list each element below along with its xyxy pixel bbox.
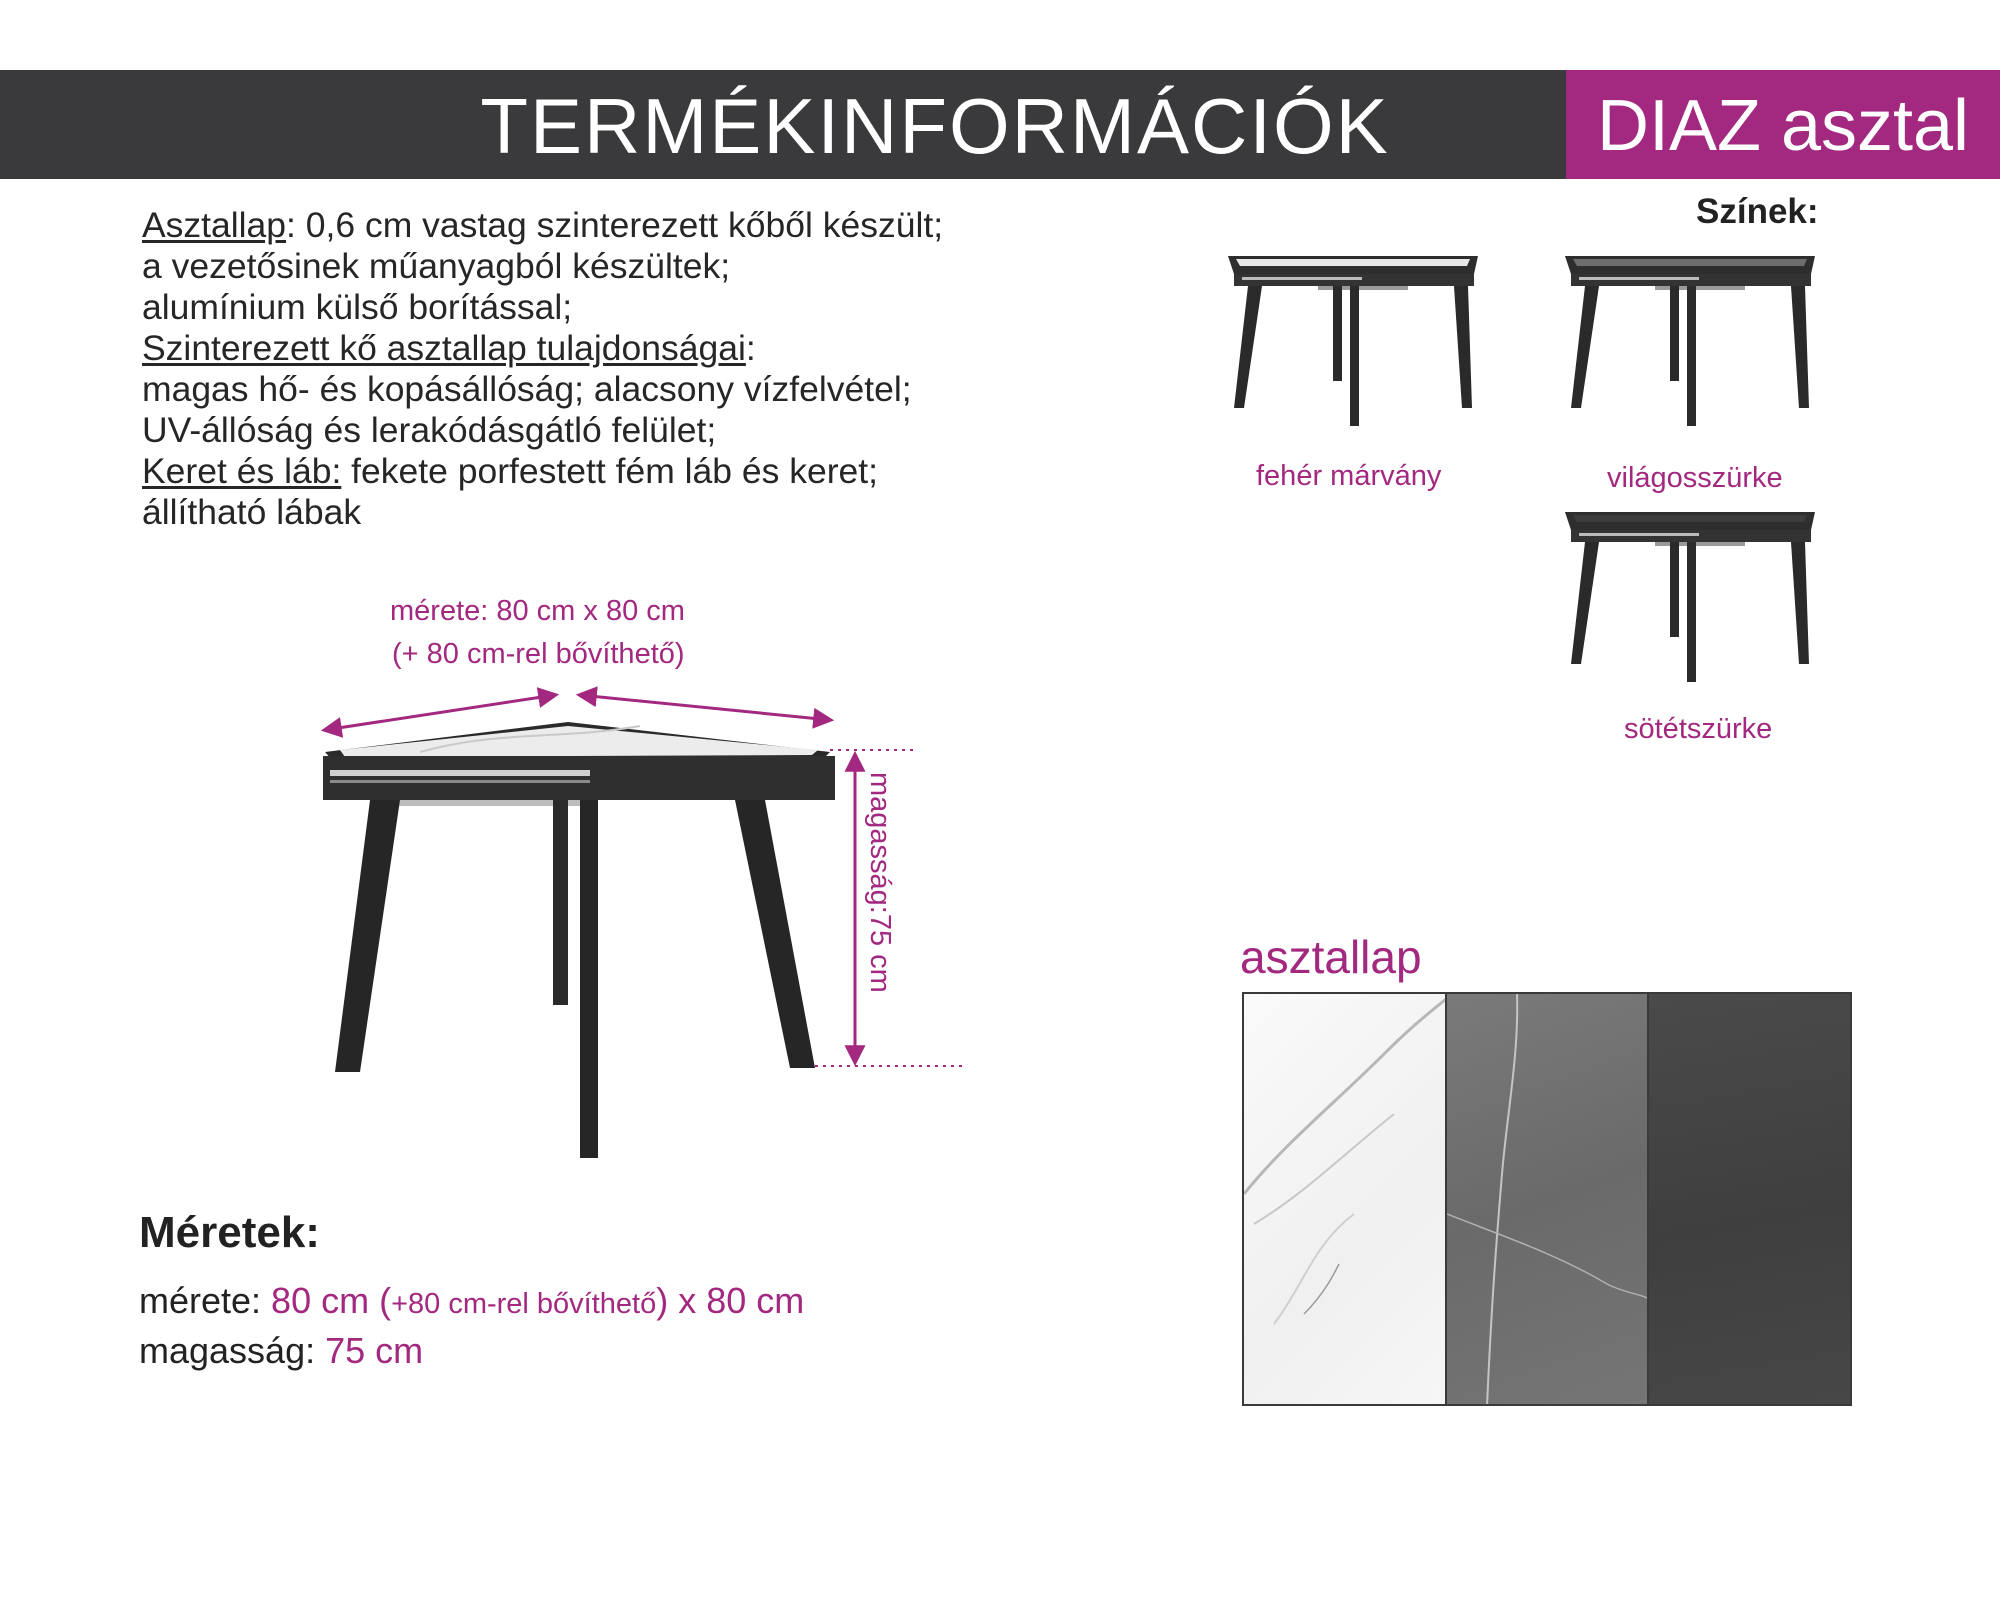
dimensions-heading: Méretek: (139, 1208, 320, 1257)
color-label-dark-grey: sötétszürke (1624, 713, 1773, 745)
color-label-white-marble: fehér márvány (1256, 460, 1442, 492)
leg-front-left (335, 800, 400, 1072)
desc-line-8: állítható lábak (142, 492, 362, 532)
tabletop-label: Asztallap (142, 205, 287, 245)
properties-label: Szinterezett kő asztallap tulajdonságai (142, 328, 746, 368)
leg-back-right (580, 800, 598, 1158)
frame-text: fekete porfestett fém láb és keret; (341, 451, 879, 491)
size-extension: +80 cm-rel bővíthető (391, 1288, 657, 1320)
dark-grey-stone-texture (1647, 994, 1850, 1404)
width-arrow-right (580, 695, 830, 720)
leg-front-right (735, 800, 815, 1068)
desc-line-5: magas hő- és kopásállóság; alacsony vízfelvétel; (142, 369, 912, 409)
size-value-b: ) x 80 cm (656, 1280, 805, 1321)
dimension-size-line (139, 1280, 804, 1322)
frame-label: Keret és láb: (142, 451, 342, 491)
tabletop-text: : 0,6 cm vastag szinterezett kőből készült; (286, 205, 944, 245)
color-label-light-grey: világosszürke (1607, 462, 1783, 494)
properties-colon: : (745, 328, 756, 368)
light-grey-stone-texture (1445, 994, 1648, 1404)
desc-line-2: a vezetősinek műanyagból készültek; (142, 246, 731, 286)
height-value: 75 cm (325, 1330, 424, 1371)
size-value-a: 80 cm ( (271, 1280, 392, 1321)
white-marble-texture (1244, 994, 1445, 1404)
tabletop-texture-panel (1242, 992, 1852, 1406)
desc-line-3: alumínium külső borítással; (142, 287, 573, 327)
size-label: mérete: (139, 1280, 272, 1321)
leg-back-left (553, 800, 568, 1005)
height-label: magasság: (139, 1330, 326, 1371)
page-title: TERMÉKINFORMÁCIÓK (480, 82, 1390, 170)
dimension-height-line (139, 1330, 423, 1372)
colors-heading: Színek: (1696, 192, 1819, 231)
product-name-badge: DIAZ asztal (1566, 70, 2000, 179)
diagram-height-label: magasság:75 cm (864, 772, 896, 993)
width-arrow-left (325, 695, 555, 730)
tabletop-heading: asztallap (1240, 931, 1422, 983)
desc-line-6: UV-állóság és lerakódásgátló felület; (142, 410, 717, 450)
table-illustration (323, 722, 835, 1158)
diagram-size-label: mérete: 80 cm x 80 cm (390, 595, 685, 627)
diagram-extension-label: (+ 80 cm-rel bővíthető) (392, 638, 685, 670)
